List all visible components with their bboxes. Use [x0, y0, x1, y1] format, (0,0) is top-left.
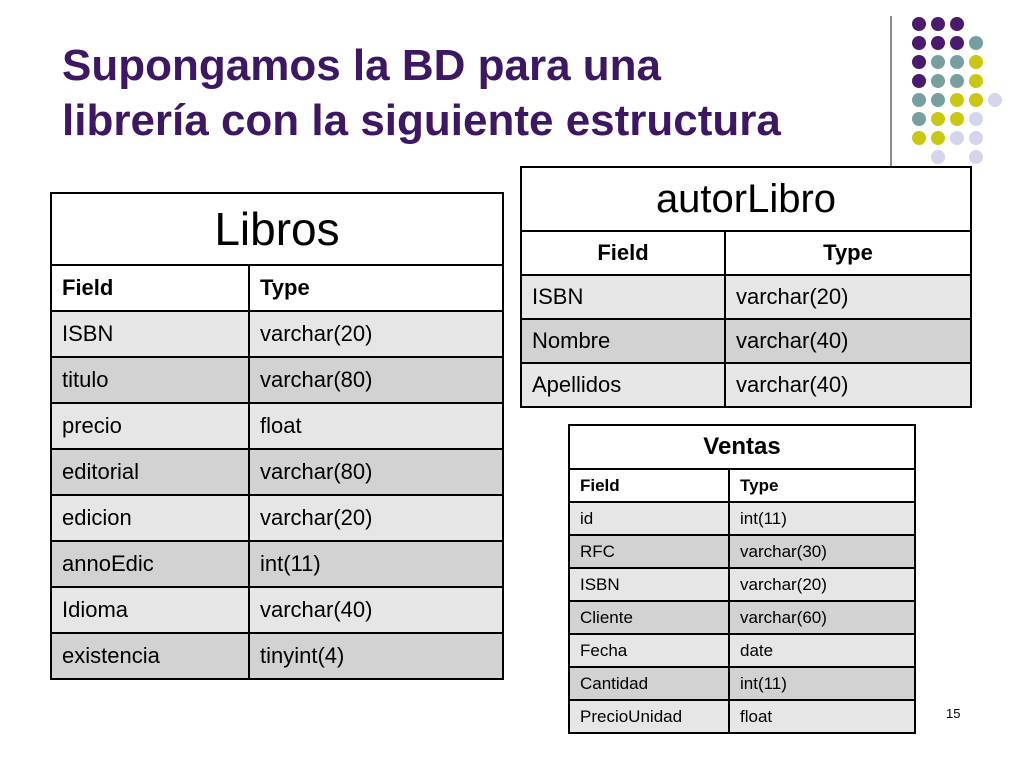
autorlibro-table: [520, 166, 972, 408]
field-cell: editorial: [51, 449, 249, 495]
type-cell: int(11): [249, 541, 503, 587]
table-row: [569, 667, 915, 700]
type-cell: varchar(30): [729, 535, 915, 568]
dot: [969, 55, 983, 69]
type-cell: varchar(20): [725, 275, 971, 319]
table-row: [521, 363, 971, 407]
dot: [969, 93, 983, 107]
type-cell: float: [249, 403, 503, 449]
ventas-table: [568, 424, 916, 734]
table-row: [51, 403, 503, 449]
field-cell: Cliente: [569, 601, 729, 634]
type-cell: varchar(20): [729, 568, 915, 601]
title-line-1: Supongamos la BD para una: [62, 41, 661, 90]
page-number: 15: [946, 706, 961, 721]
dot: [950, 112, 964, 126]
type-cell: varchar(20): [249, 311, 503, 357]
field-cell: precio: [51, 403, 249, 449]
table-row: [521, 319, 971, 363]
dot: [969, 131, 983, 145]
header-row: [51, 265, 503, 311]
dot: [912, 17, 926, 31]
dot: [950, 17, 964, 31]
ventas-table-title: Ventas: [569, 425, 915, 469]
table-row: [51, 449, 503, 495]
table-row: [51, 587, 503, 633]
field-cell: Apellidos: [521, 363, 725, 407]
type-cell: varchar(40): [725, 363, 971, 407]
field-cell: ISBN: [521, 275, 725, 319]
dot: [931, 131, 945, 145]
dot: [912, 36, 926, 50]
dot: [950, 36, 964, 50]
dot: [969, 36, 983, 50]
field-cell: ISBN: [569, 568, 729, 601]
dot: [931, 36, 945, 50]
type-cell: varchar(40): [725, 319, 971, 363]
dot: [931, 74, 945, 88]
type-cell: varchar(20): [249, 495, 503, 541]
dot: [912, 93, 926, 107]
field-cell: annoEdic: [51, 541, 249, 587]
libros-table: [50, 192, 504, 680]
dot: [988, 93, 1002, 107]
column-header-field: Field: [51, 265, 249, 311]
dot: [912, 74, 926, 88]
field-cell: Fecha: [569, 634, 729, 667]
column-header-field: Field: [569, 469, 729, 502]
vertical-divider: [890, 16, 892, 186]
title-line-2: librería con la siguiente estructura: [62, 96, 781, 145]
type-cell: int(11): [729, 502, 915, 535]
type-cell: varchar(60): [729, 601, 915, 634]
table-row: [51, 311, 503, 357]
dot: [950, 55, 964, 69]
column-header-type: Type: [725, 231, 971, 275]
table-row: [569, 634, 915, 667]
table-row: [569, 535, 915, 568]
dot: [950, 93, 964, 107]
dot: [969, 150, 983, 164]
field-cell: Nombre: [521, 319, 725, 363]
field-cell: id: [569, 502, 729, 535]
field-cell: existencia: [51, 633, 249, 679]
table-row: [569, 502, 915, 535]
table-row: [569, 568, 915, 601]
type-cell: varchar(80): [249, 449, 503, 495]
table-row: [569, 700, 915, 733]
column-header-field: Field: [521, 231, 725, 275]
type-cell: varchar(80): [249, 357, 503, 403]
field-cell: RFC: [569, 535, 729, 568]
table-row: [51, 541, 503, 587]
table-row: [51, 495, 503, 541]
column-header-type: Type: [729, 469, 915, 502]
libros-table-title: Libros: [51, 193, 503, 265]
type-cell: varchar(40): [249, 587, 503, 633]
dot: [931, 150, 945, 164]
field-cell: Idioma: [51, 587, 249, 633]
table-row: [51, 633, 503, 679]
type-cell: tinyint(4): [249, 633, 503, 679]
dot: [950, 74, 964, 88]
type-cell: float: [729, 700, 915, 733]
dot: [931, 17, 945, 31]
autorlibro-table-title: autorLibro: [521, 167, 971, 231]
field-cell: ISBN: [51, 311, 249, 357]
type-cell: int(11): [729, 667, 915, 700]
table-row: [569, 601, 915, 634]
field-cell: titulo: [51, 357, 249, 403]
dot: [931, 93, 945, 107]
column-header-type: Type: [249, 265, 503, 311]
field-cell: Cantidad: [569, 667, 729, 700]
dot: [912, 131, 926, 145]
dot: [912, 112, 926, 126]
dot: [912, 55, 926, 69]
dot: [931, 55, 945, 69]
field-cell: PrecioUnidad: [569, 700, 729, 733]
header-row: [569, 469, 915, 502]
dot: [969, 112, 983, 126]
dot: [950, 131, 964, 145]
table-row: [521, 275, 971, 319]
slide-title: [62, 38, 892, 148]
dot: [969, 74, 983, 88]
type-cell: date: [729, 634, 915, 667]
table-row: [51, 357, 503, 403]
field-cell: edicion: [51, 495, 249, 541]
dot: [931, 112, 945, 126]
header-row: [521, 231, 971, 275]
